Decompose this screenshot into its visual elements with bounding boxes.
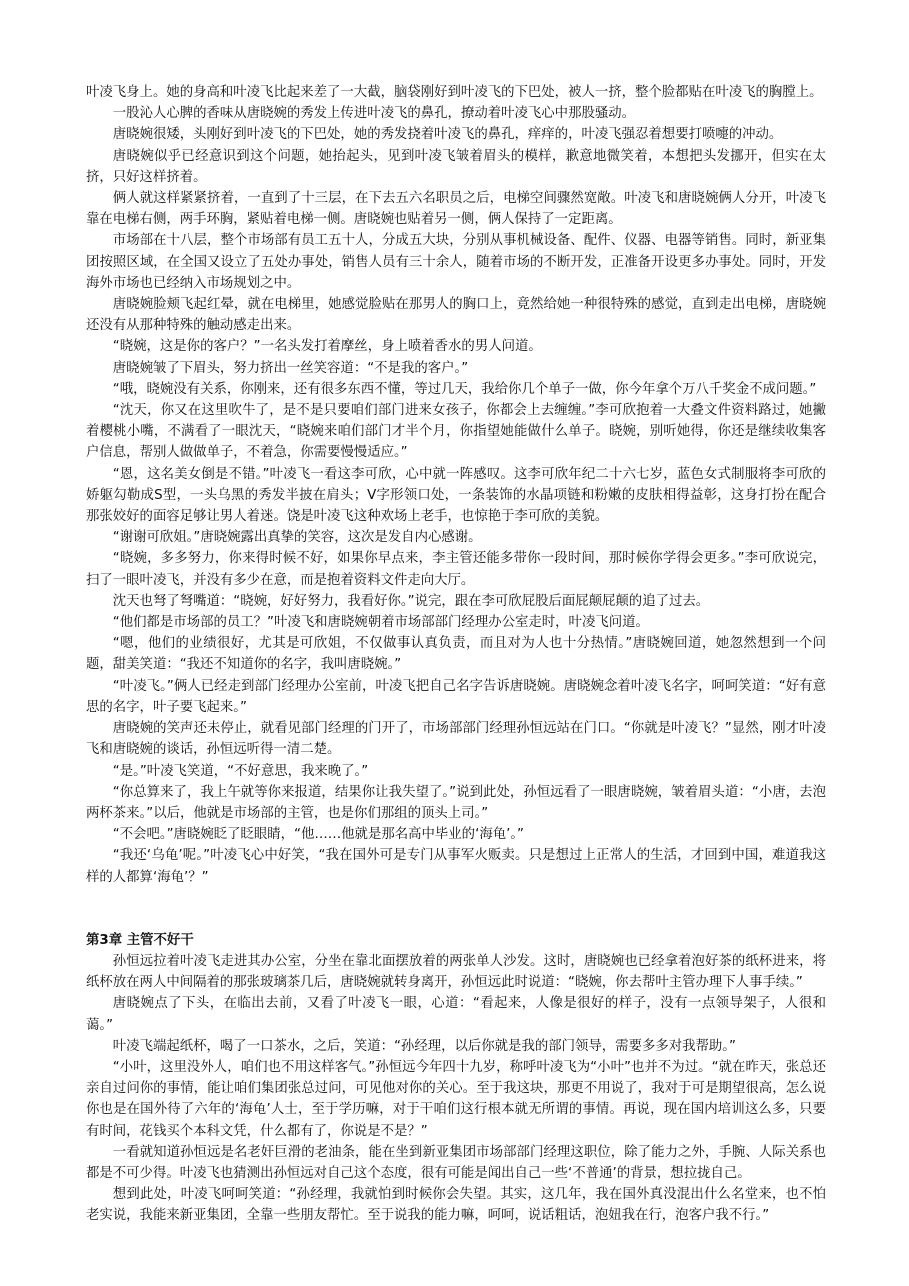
section-1 <box>86 82 826 888</box>
paragraph: 一股沁人心脾的香味从唐晓婉的秀发上传进叶凌飞的鼻孔，撩动着叶凌飞心中那股骚动。 <box>112 106 636 122</box>
paragraph: 唐晓婉脸颊飞起红晕，就在电梯里，她感觉脸贴在那男人的胸口上，竟然给她一种很特殊的感觉，直到走出电梯，唐晓婉还没有从那种特殊的触动感走出来。 <box>86 297 826 334</box>
section-2 <box>86 951 826 1227</box>
paragraph: 叶凌飞端起纸杯，喝了一口茶水，之后，笑道：“孙经理，以后你就是我的部门领导，需要多多对我帮助。” <box>112 1038 736 1054</box>
paragraph: “我还‘乌龟’呢。”叶凌飞心中好笑，“我在国外可是专门从事军火贩卖。只是想过上正常人的生活，才回到中国，难道我这样的人都算‘海龟’？” <box>86 848 826 885</box>
paragraph: “是。”叶凌飞笑道，“不好意思，我来晚了。” <box>112 763 369 779</box>
paragraph: “晓婉，多多努力，你来得时候不好，如果你早点来，李主管还能多带你一段时间，那时候你学得会更多。”李可欣说完，扫了一眼叶凌飞，并没有多少在意，而是抱着资料文件走向大厅。 <box>86 551 826 588</box>
paragraph: “晓婉，这是你的客户？”一名头发打着摩丝，身上喷着香水的男人问道。 <box>112 339 542 355</box>
document-page <box>86 82 826 1227</box>
paragraph: 唐晓婉很矮，头刚好到叶凌飞的下巴处，她的秀发挠着叶凌飞的鼻孔，痒痒的，叶凌飞强忍着想要打喷嚏的冲动。 <box>112 127 783 143</box>
paragraph: 唐晓婉点了下头，在临出去前，又看了叶凌飞一眼，心道：“看起来，人像是很好的样子，没有一点领导架子，人很和蔼。” <box>86 996 826 1033</box>
paragraph: 沈天也弩了弩嘴道：“晓婉，好好努力，我看好你。”说完，跟在李可欣屁股后面屁颠屁颠的追了过去。 <box>112 593 710 609</box>
paragraph: “叶凌飞。”俩人已经走到部门经理办公室前，叶凌飞把自己名字告诉唐晓婉。唐晓婉念着叶凌飞名字，呵呵笑道：“好有意思的名字，叶子要飞起来。” <box>86 678 826 715</box>
chapter-title: 第3章 主管不好干 <box>86 932 194 948</box>
paragraph: 唐晓婉皱了下眉头，努力挤出一丝笑容道：“不是我的客户。” <box>112 360 469 376</box>
paragraph: “他们都是市场部的员工？”叶凌飞和唐晓婉朝着市场部部门经理办公室走时，叶凌飞问道。 <box>112 615 649 631</box>
paragraph: 唐晓婉似乎已经意识到这个问题，她抬起头，见到叶凌飞皱着眉头的模样，歉意地微笑着，本想把头发挪开，但实在太挤，只好这样挤着。 <box>86 148 826 185</box>
paragraph: “小叶，这里没外人，咱们也不用这样客气。”孙恒远今年四十九岁，称呼叶凌飞为“小叶”也并不为过。“就在昨天，张总还亲自过问你的事情，能让咱们集团张总过问，可见他对你的关心。至于我这块，那更不用说了，我对于可是期望很高，怎么说你也是在国外待了六年的‘海龟’人士，至于学历嘛，对于干咱们这行根本就无所谓的事情。再说，现在国内培训这么多，只要有时间，花钱买个本科文凭，什么都有了，你说是不是？” <box>86 1059 826 1139</box>
paragraph: 想到此处，叶凌飞呵呵笑道：“孙经理，我就怕到时候你会失望。其实，这几年，我在国外真没混出什么名堂来，也不怕老实说，我能来新亚集团，全靠一些朋友帮忙。至于说我的能力嘛，呵呵，说话粗话，泡妞我在行，泡客户我不行。” <box>86 1187 826 1224</box>
paragraph: “嗯，他们的业绩很好，尤其是可欣姐，不仅做事认真负责，而且对为人也十分热情。”唐晓婉回道，她忽然想到一个问题，甜美笑道：“我还不知道你的名字，我叫唐晓婉。” <box>86 636 826 673</box>
paragraph: “恩，这名美女倒是不错。”叶凌飞一看这李可欣，心中就一阵感叹。这李可欣年纪二十六七岁，蓝色女式制服将李可欣的娇躯勾勒成S型，一头乌黑的秀发半披在肩头；V字形领口处，一条装饰的水晶项链和粉嫩的皮肤相得益彰，这身打扮在配合那张姣好的面容足够让男人着迷。饶是叶凌飞这种欢场上老手，也惊艳于李可欣的美貌。 <box>86 466 826 525</box>
paragraph: 孙恒远拉着叶凌飞走进其办公室，分坐在靠北面摆放着的两张单人沙发。这时，唐晓婉也已经拿着泡好茶的纸杯进来，将纸杯放在两人中间隔着的那张玻璃茶几后，唐晓婉就转身离开，孙恒远此时说道：“晓婉，你去帮叶主管办理下人事手续。” <box>86 953 826 991</box>
paragraph: “谢谢可欣姐。”唐晓婉露出真挚的笑容，这次是发自内心感谢。 <box>112 530 482 546</box>
paragraph: “你总算来了，我上午就等你来报道，结果你让我失望了。”说到此处，孙恒远看了一眼唐晓婉，皱着眉头道：“小唐，去泡两杯茶来。”以后，他就是市场部的主管，也是你们那组的顶头上司。” <box>86 784 826 821</box>
paragraph: 唐晓婉的笑声还未停止，就看见部门经理的门开了，市场部部门经理孙恒远站在门口。“你就是叶凌飞？”显然，刚才叶凌飞和唐晓婉的谈话，孙恒远听得一清二楚。 <box>86 721 826 758</box>
paragraph: “沈天，你又在这里吹牛了，是不是只要咱们部门进来女孩子，你都会上去缠缠。”李可欣抱着一大叠文件资料路过，她撇着樱桃小嘴，不满看了一眼沈天，“晓婉来咱们部门才半个月，你指望她能做什么单子。晓婉，别听她得，你还是继续收集客户信息，帮别人做做单子，不着急，你需要慢慢适应。” <box>86 403 826 461</box>
paragraph: 俩人就这样紧紧挤着，一直到了十三层，在下去五六名职员之后，电梯空间骤然宽敞。叶凌飞和唐晓婉俩人分开，叶凌飞靠在电梯右侧，两手环胸，紧贴着电梯一侧。唐晓婉也贴着另一侧，俩人保持了一定距离。 <box>86 191 826 228</box>
paragraph: 市场部在十八层，整个市场部有员工五十人，分成五大块，分别从事机械设备、配件、仪器、电器等销售。同时，新亚集团按照区域，在全国又设立了五处办事处，销售人员有三十余人，随着市场的不断开发，正准备开设更多办事处。同时，开发海外市场也已经纳入市场规划之中。 <box>86 233 826 291</box>
paragraph: 叶凌飞身上。她的身高和叶凌飞比起来差了一大截，脑袋刚好到叶凌飞的下巴处，被人一挤，整个脸都贴在叶凌飞的胸膛上。 <box>86 85 823 100</box>
paragraph: 一看就知道孙恒远是名老奸巨滑的老油条，能在坐到新亚集团市场部部门经理这职位，除了能力之外，手腕、人际关系也都是不可少得。叶凌飞也猜测出孙恒远对自己这个态度，很有可能是闻出自己一些‘不普通’的背景，想拉拢自己。 <box>86 1144 826 1181</box>
paragraph: “哦，晓婉没有关系，你刚来，还有很多东西不懂，等过几天，我给你几个单子一做，你今年拿个万八千奖金不成问题。” <box>112 381 817 397</box>
paragraph: “不会吧。”唐晓婉眨了眨眼睛，“他……他就是那名高中毕业的‘海龟’。” <box>112 827 524 843</box>
